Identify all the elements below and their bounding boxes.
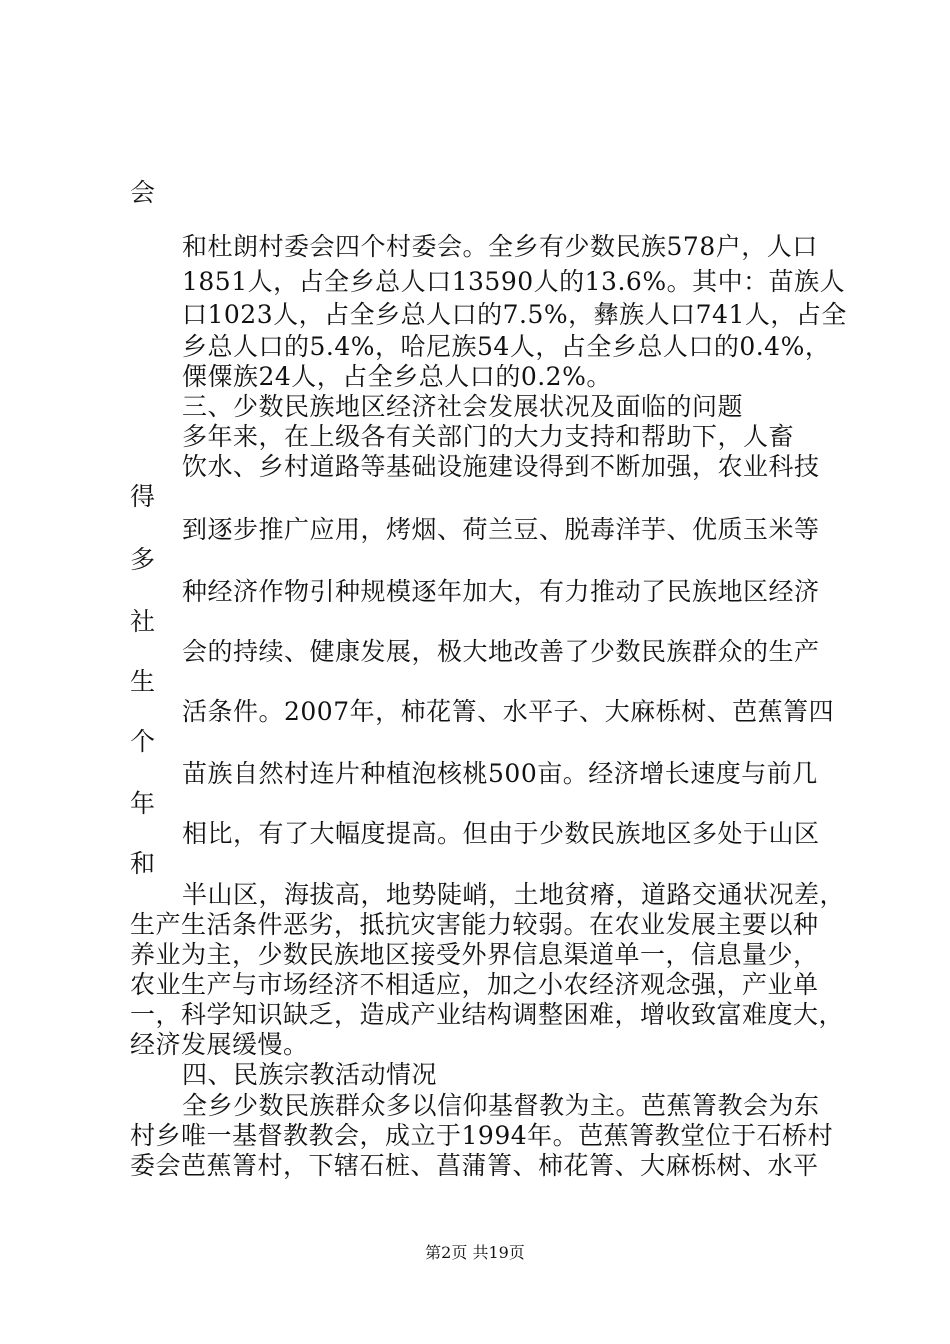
text-line: 村乡唯一基督教教会，成立于1994年。芭蕉箐教堂位于石桥村 [130,1121,834,1150]
text-line: 农业生产与市场经济不相适应，加之小农经济观念强，产业单 [130,970,819,999]
text-line: 活条件。2007年，柿花箐、水平子、大麻栎树、芭蕉箐四 [182,697,835,726]
text-line: 傈僳族24人，占全乡总人口的0.2%。 [182,362,612,391]
text-line: 个 [130,727,156,756]
text-line: 多年来，在上级各有关部门的大力支持和帮助下，人畜 [182,422,795,451]
text-line: 半山区，海拔高，地势陡峭，土地贫瘠，道路交通状况差， [182,880,846,909]
text-line: 年 [130,789,156,818]
text-line: 种经济作物引种规模逐年加大，有力推动了民族地区经济 [182,577,820,606]
text-line: 会 [130,178,156,207]
text-line: 和 [130,849,156,878]
text-line: 会的持续、健康发展，极大地改善了少数民族群众的生产 [182,637,820,666]
text-line: 一，科学知识缺乏，造成产业结构调整困难，增收致富难度大， [130,1000,845,1029]
page-number-footer: 第2页 共19页 [425,1243,525,1262]
text-line: 到逐步推广应用，烤烟、荷兰豆、脱毒洋芋、优质玉米等 [182,515,820,544]
text-line: 乡总人口的5.4%，哈尼族54人，占全乡总人口的0.4%， [182,332,831,361]
text-line: 社 [130,607,156,636]
text-line: 生 [130,667,156,696]
text-line: 苗族自然村连片种植泡核桃500亩。经济增长速度与前几 [182,759,818,788]
text-line: 全乡少数民族群众多以信仰基督教为主。芭蕉箐教会为东 [182,1091,820,1120]
text-line: 相比，有了大幅度提高。但由于少数民族地区多处于山区 [182,819,820,848]
section-heading: 四、民族宗教活动情况 [182,1060,438,1089]
text-line: 口1023人，占全乡总人口的7.5%，彝族人口741人，占全 [182,300,847,329]
text-line: 得 [130,482,156,511]
text-line: 养业为主，少数民族地区接受外界信息渠道单一，信息量少， [130,940,819,969]
text-line: 生产生活条件恶劣，抵抗灾害能力较弱。在农业发展主要以种 [130,910,819,939]
text-line: 委会芭蕉箐村，下辖石桩、菖蒲箐、柿花箐、大麻栎树、水平 [130,1151,819,1180]
text-line: 和杜朗村委会四个村委会。全乡有少数民族578户，人口 [182,232,818,261]
text-line: 经济发展缓慢。 [130,1030,309,1059]
text-line: 饮水、乡村道路等基础设施建设得到不断加强，农业科技 [182,452,820,481]
text-line: 多 [130,545,156,574]
section-heading: 三、少数民族地区经济社会发展状况及面临的问题 [182,392,744,421]
text-line: 1851人，占全乡总人口13590人的13.6%。其中：苗族人 [182,267,846,296]
